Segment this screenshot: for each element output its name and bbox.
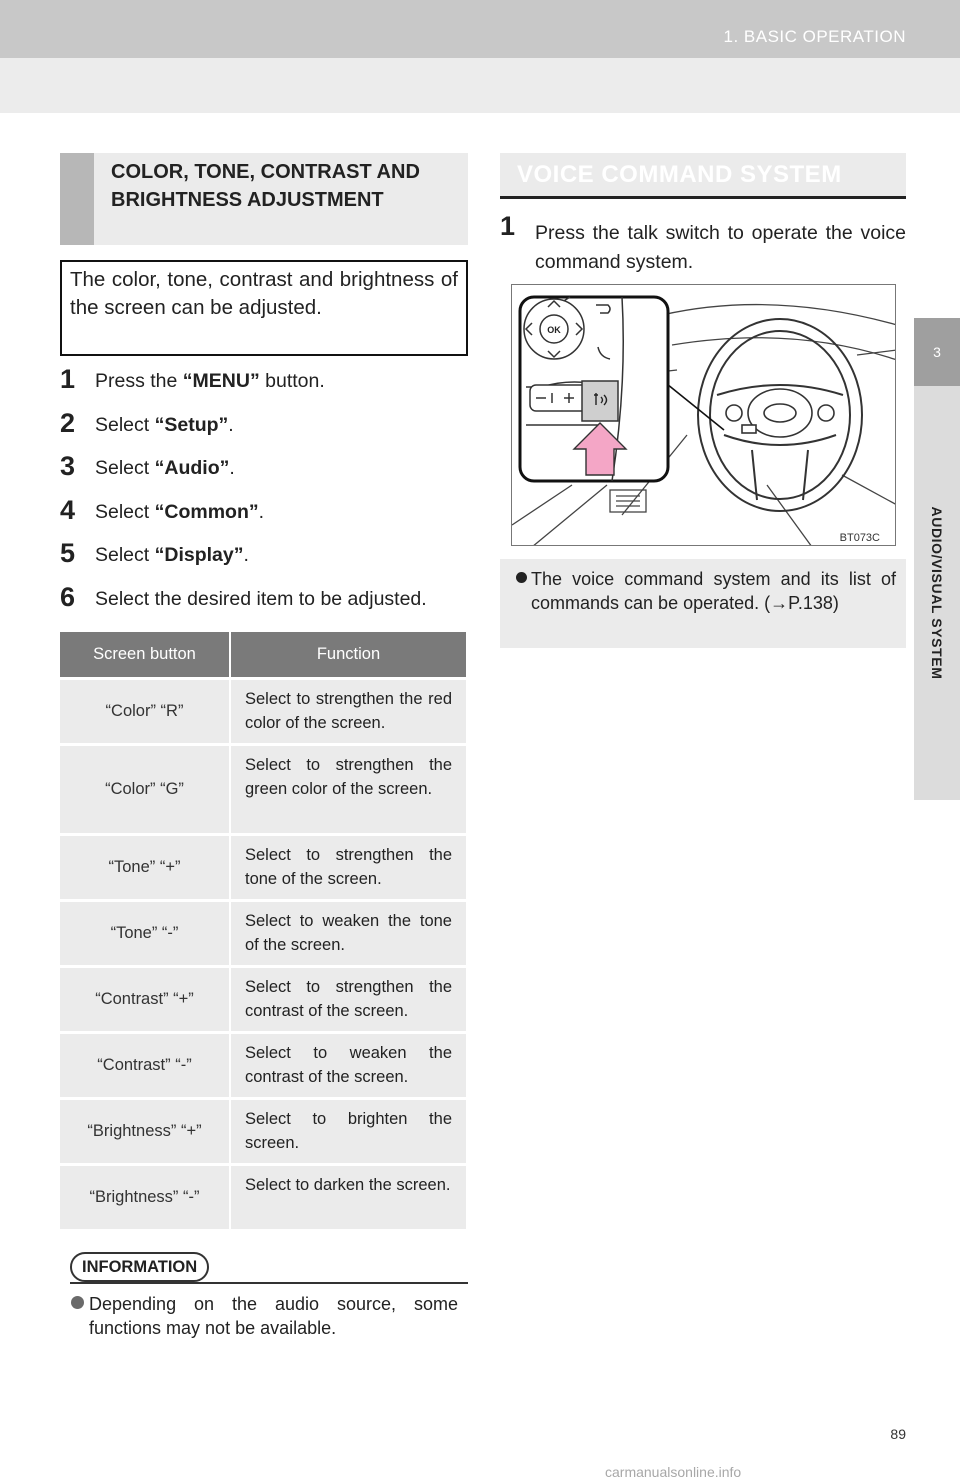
watermark: carmanualsonline.info	[605, 1464, 742, 1480]
column-header-function: Function	[230, 632, 466, 678]
step-text: Press the “MENU” button.	[95, 370, 325, 392]
section-heading-color	[60, 153, 468, 245]
step-number: 5	[60, 538, 76, 568]
information-text: Depending on the audio source, some functions may not be available.	[70, 1292, 458, 1340]
step-item	[60, 408, 480, 452]
step-text: Select “Audio”.	[95, 457, 235, 479]
cell-button: “Brightness” “+”	[60, 1098, 230, 1164]
step-number: 3	[60, 451, 76, 481]
step-number: 6	[60, 581, 76, 612]
step-item	[60, 538, 480, 582]
step-text: Select “Display”.	[95, 544, 249, 566]
cell-function: Select to strengthen the contrast of the screen.	[230, 966, 466, 1032]
step-number: 4	[60, 494, 76, 525]
information-label: INFORMATION	[70, 1252, 209, 1282]
section-title: COLOR, TONE, CONTRAST AND BRIGHTNESS ADJUSTMENT	[111, 161, 420, 211]
steering-wheel-drawing	[512, 285, 896, 546]
step-text: Select “Common”.	[95, 500, 265, 523]
section-title: VOICE COMMAND SYSTEM	[517, 161, 842, 188]
column-header-screen-button: Screen button	[60, 632, 230, 678]
step-text: Select “Setup”.	[95, 413, 234, 436]
table-header-row	[60, 632, 466, 678]
cell-function: Select to strengthen the green color of the screen.	[230, 744, 466, 834]
step-text: Select the desired item to be adjusted.	[95, 587, 427, 610]
cell-button: “Color” “R”	[60, 678, 230, 744]
step-item	[60, 451, 480, 495]
step-text: Press the talk switch to operate the voice command system.	[535, 222, 906, 273]
cell-function: Select to darken the screen.	[230, 1164, 466, 1229]
table-row	[60, 900, 466, 966]
bullet-icon	[516, 572, 527, 583]
side-tab-label-text: AUDIO/VISUAL SYSTEM	[929, 506, 945, 680]
table-row	[60, 1098, 466, 1164]
cell-button: “Tone” “-”	[60, 900, 230, 966]
section-accent	[60, 153, 94, 245]
side-tab-label[interactable]	[914, 386, 960, 800]
table-row	[60, 1164, 466, 1229]
page-reference-link[interactable]: P.138)	[788, 593, 839, 613]
step-item	[60, 582, 480, 626]
cell-button: “Color” “G”	[60, 744, 230, 834]
cell-function: Select to brighten the screen.	[230, 1098, 466, 1164]
bullet-icon	[71, 1296, 84, 1309]
page-number: 89	[890, 1426, 906, 1442]
cell-function: Select to strengthen the tone of the screen.	[230, 834, 466, 900]
ok-button-label: OK	[547, 325, 561, 335]
information-rule	[70, 1282, 468, 1284]
note-text: The voice command system and its list of commands can be operated. (→P.138)	[531, 569, 896, 613]
table-row	[60, 834, 466, 900]
cell-button: “Contrast” “+”	[60, 966, 230, 1032]
summary-box: The color, tone, contrast and brightness of the screen can be adjusted.	[60, 260, 468, 356]
step-number: 1	[500, 211, 516, 241]
note-box	[500, 559, 906, 648]
table-row	[60, 744, 466, 834]
step-number: 2	[60, 407, 76, 438]
figure-code: BT073C	[839, 532, 880, 544]
table-row	[60, 966, 466, 1032]
table-row	[60, 678, 466, 744]
step-number: 1	[60, 364, 76, 394]
section-heading-voice	[500, 153, 906, 199]
cell-function: Select to weaken the contrast of the screen.	[230, 1032, 466, 1098]
header-band	[0, 58, 960, 113]
step-item	[60, 364, 480, 408]
chapter-title: 1. BASIC OPERATION	[723, 27, 906, 46]
step-list	[60, 364, 480, 625]
side-tab-number[interactable]: 3	[914, 318, 960, 386]
cell-function: Select to strengthen the red color of the screen.	[230, 678, 466, 744]
function-table	[60, 632, 466, 1229]
steering-wheel-illustration	[511, 284, 896, 546]
table-row	[60, 1032, 466, 1098]
cell-button: “Tone” “+”	[60, 834, 230, 900]
cell-button: “Brightness” “-”	[60, 1164, 230, 1229]
cell-function: Select to weaken the tone of the screen.	[230, 900, 466, 966]
arrow-icon: →	[770, 593, 789, 613]
step-item	[60, 495, 480, 539]
cell-button: “Contrast” “-”	[60, 1032, 230, 1098]
